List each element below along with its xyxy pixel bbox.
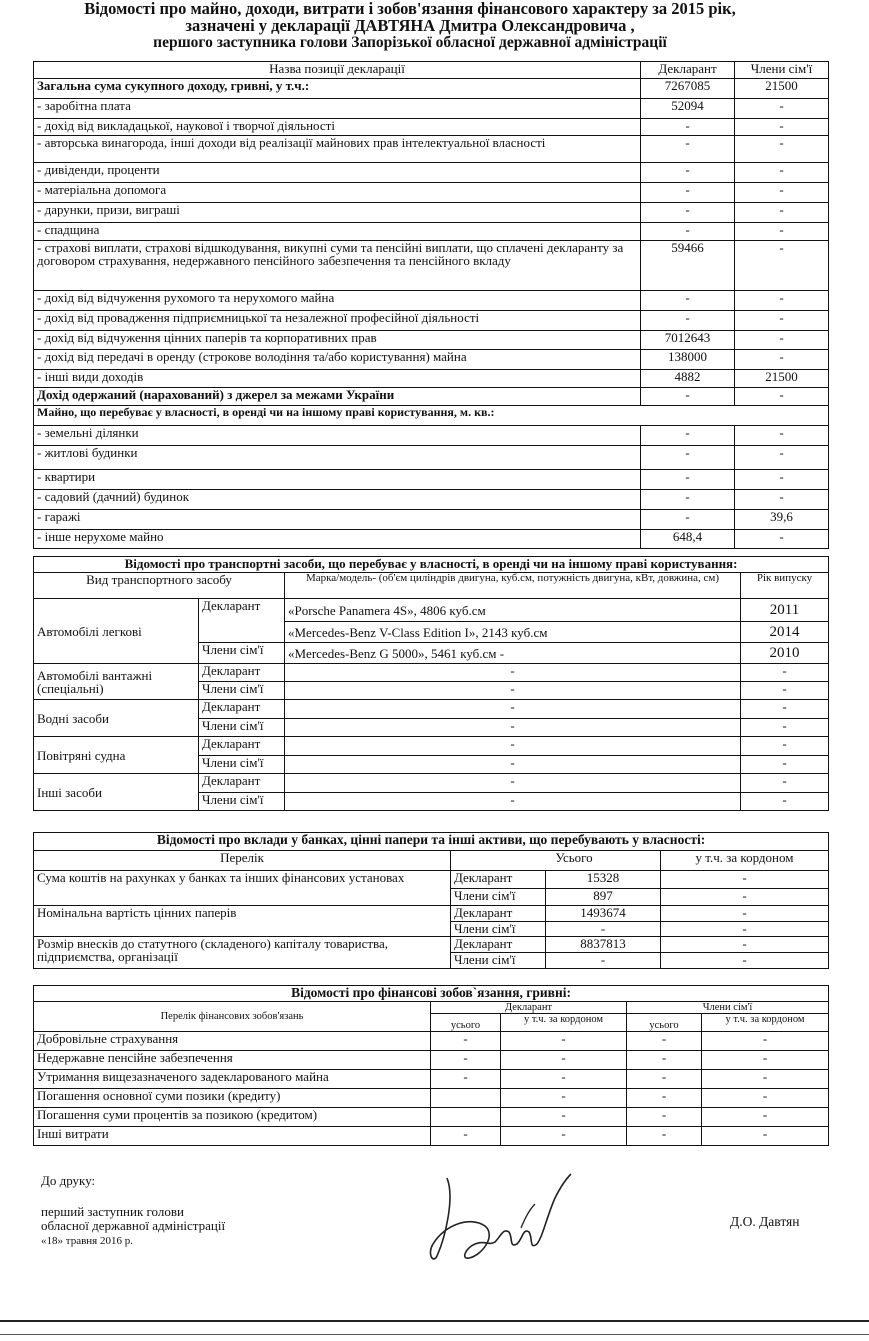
deposit-total: 1493674 [546, 906, 661, 922]
table-row [34, 871, 829, 889]
declarant-label: Декларант [451, 906, 546, 922]
dash-cell: - [285, 719, 741, 737]
obligation-name: Добровільне страхування [34, 1032, 431, 1051]
deposit-name: Розмір внесків до статутного (складеного) капіталу товариства, підприємства, організації [34, 937, 451, 969]
dash-cell: - [741, 682, 829, 700]
row-fam: - [735, 311, 829, 331]
deposit-abroad: - [661, 937, 829, 953]
deposit-abroad: - [661, 871, 829, 889]
deposits-section-title: Відомості про вклади у банках, цінні папери та інші активи, що перебувають у власності: [34, 833, 829, 851]
obligation-value: - [627, 1089, 702, 1108]
table-row [34, 241, 829, 291]
obligation-value: - [501, 1032, 627, 1051]
deposit-name: Сума коштів на рахунках у банках та інших фінансових установах [34, 871, 451, 906]
obligation-name: Утримання вищезазначеного задекларованого майна [34, 1070, 431, 1089]
table-row [34, 664, 829, 682]
row-name: - спадщина [34, 223, 641, 241]
deposit-abroad: - [661, 922, 829, 937]
table-row [34, 291, 829, 311]
row-decl: - [641, 119, 735, 136]
row-decl: - [641, 510, 735, 530]
table-header-row [34, 62, 829, 79]
col-header-abroad: у т.ч. за кордоном [501, 1014, 627, 1032]
car-model: «Mercedes-Benz G 5000», 5461 куб.см - [285, 643, 741, 664]
col-header-family: Члени сім'ї [735, 62, 829, 79]
obligations-table [33, 985, 829, 1146]
table-row [34, 426, 829, 446]
row-name: - матеріальна допомога [34, 183, 641, 203]
table-row [34, 1108, 829, 1127]
table-row [34, 490, 829, 510]
row-fam: - [735, 331, 829, 350]
row-fam: - [735, 291, 829, 311]
dash-cell: - [741, 664, 829, 682]
property-header-row [34, 406, 829, 426]
row-fam: - [735, 470, 829, 490]
row-decl: - [641, 388, 735, 406]
row-name: - гаражі [34, 510, 641, 530]
obligation-value: - [702, 1127, 829, 1146]
table-row [34, 1032, 829, 1051]
row-decl: - [641, 223, 735, 241]
table-row [34, 163, 829, 183]
scan-edge-line [0, 1334, 869, 1335]
col-header-list: Перелік [34, 851, 451, 871]
col-header-year: Рік випуску [741, 573, 829, 599]
row-fam: - [735, 119, 829, 136]
family-label: Члени сім'ї [199, 719, 285, 737]
declarant-label: Декларант [199, 774, 285, 793]
obligation-value: - [627, 1127, 702, 1146]
obligation-name: Погашення основної суми позики (кредиту) [34, 1089, 431, 1108]
type-label: Повітряні судна [34, 737, 199, 774]
obligation-value: - [501, 1051, 627, 1070]
row-name: - садовий (дачний) будинок [34, 490, 641, 510]
obligation-value: - [627, 1108, 702, 1127]
row-decl: - [641, 490, 735, 510]
row-name: - дохід від відчуження рухомого та нерухомого майна [34, 291, 641, 311]
table-row [34, 737, 829, 756]
family-label: Члени сім'ї [451, 953, 546, 969]
table-row [34, 700, 829, 719]
row-fam: - [735, 426, 829, 446]
obligation-value: - [431, 1032, 501, 1051]
section-title-row [34, 833, 829, 851]
col-header-abroad: у т.ч. за кордоном [702, 1014, 829, 1032]
row-name: Дохід одержаний (нарахований) з джерел за межами України [34, 388, 641, 406]
family-label: Члени сім'ї [199, 682, 285, 700]
row-fam: - [735, 223, 829, 241]
col-header-family: Члени сім'ї [627, 1002, 829, 1014]
row-decl: - [641, 311, 735, 331]
col-header-type: Вид транспортного засобу [34, 573, 285, 599]
signer-position-2: обласної державної адміністрації [41, 1218, 226, 1233]
dash-cell: - [741, 737, 829, 756]
row-name: - інші види доходів [34, 370, 641, 388]
row-fam: 21500 [735, 79, 829, 99]
dash-cell: - [741, 700, 829, 719]
row-decl: - [641, 136, 735, 163]
table-row [34, 223, 829, 241]
row-decl: - [641, 446, 735, 470]
obligation-name: Погашення суми процентів за позикою (кредитом) [34, 1108, 431, 1127]
dash-cell: - [741, 793, 829, 811]
row-fam: - [735, 203, 829, 223]
col-header-declarant: Декларант [431, 1002, 627, 1014]
row-fam: - [735, 490, 829, 510]
table-row [34, 530, 829, 549]
obligation-value: - [702, 1070, 829, 1089]
row-fam: 39,6 [735, 510, 829, 530]
table-row [34, 446, 829, 470]
family-label: Члени сім'ї [451, 922, 546, 937]
obligation-value: - [431, 1051, 501, 1070]
table-row [34, 136, 829, 163]
deposit-abroad: - [661, 906, 829, 922]
deposits-table [33, 832, 829, 969]
document-title [10, 0, 810, 51]
row-fam: - [735, 163, 829, 183]
type-label: Автомобілі вантажні (спеціальні) [34, 664, 199, 700]
row-name: - страхові виплати, страхові відшкодування, викупні суми та пенсійні виплати, що сплачені декларанту за договором страхування, недержавного пенсійного забезпечення та пенсійного вкладу [34, 241, 641, 291]
row-name: - дивіденди, проценти [34, 163, 641, 183]
table-row [34, 388, 829, 406]
row-fam: - [735, 183, 829, 203]
table-header-row [34, 573, 829, 599]
obligation-value: - [501, 1108, 627, 1127]
declarant-label: Декларант [451, 871, 546, 889]
dash-cell: - [285, 793, 741, 811]
table-row [34, 99, 829, 119]
obligation-value: - [501, 1127, 627, 1146]
dash-cell: - [741, 774, 829, 793]
row-fam: 21500 [735, 370, 829, 388]
table-row [34, 203, 829, 223]
row-name: - заробітна плата [34, 99, 641, 119]
print-label: До друку: [41, 1173, 96, 1188]
scan-edge-line [0, 1320, 869, 1322]
row-decl: 7012643 [641, 331, 735, 350]
col-header-total: Усього [451, 851, 661, 871]
table-header-row [34, 1002, 829, 1014]
row-fam: - [735, 99, 829, 119]
row-decl: 59466 [641, 241, 735, 291]
row-decl: - [641, 183, 735, 203]
family-label: Члени сім'ї [451, 889, 546, 906]
row-name: Загальна сума сукупного доходу, гривні, у т.ч.: [34, 79, 641, 99]
signer-name: Д.О. Давтян [730, 1214, 800, 1229]
row-decl: 4882 [641, 370, 735, 388]
row-fam: - [735, 446, 829, 470]
title-line-3: першого заступника голови Запорізької обласної державної адміністрації [153, 34, 667, 51]
row-name: - інше нерухоме майно [34, 530, 641, 549]
table-row [34, 1051, 829, 1070]
car-model: «Mercedes-Benz V-Class Edition I», 2143 куб.см [285, 622, 741, 643]
table-row [34, 79, 829, 99]
declarant-label: Декларант [451, 937, 546, 953]
row-decl: 648,4 [641, 530, 735, 549]
row-decl: - [641, 203, 735, 223]
dash-cell: - [741, 756, 829, 774]
table-row [34, 1089, 829, 1108]
signature-image [425, 1158, 585, 1268]
table-row [34, 311, 829, 331]
dash-cell: - [285, 682, 741, 700]
declarant-label: Декларант [199, 737, 285, 756]
table-row [34, 370, 829, 388]
title-line-1: Відомості про майно, доходи, витрати і зобов'язання фінансового характеру за 2015 рік, [84, 0, 736, 18]
table-row [34, 510, 829, 530]
row-fam: - [735, 388, 829, 406]
row-name: - дохід від передачі в оренду (строкове володіння та/або користування) майна [34, 350, 641, 370]
obligation-name: Інші витрати [34, 1127, 431, 1146]
table-row [34, 599, 829, 622]
type-label: Інші засоби [34, 774, 199, 811]
type-label: Водні засоби [34, 700, 199, 737]
signer-position-1: перший заступник голови [41, 1204, 184, 1219]
table-row [34, 470, 829, 490]
deposit-total: 897 [546, 889, 661, 906]
row-decl: 138000 [641, 350, 735, 370]
car-year: 2014 [741, 622, 829, 643]
declarant-label: Декларант [199, 599, 285, 643]
declarant-label: Декларант [199, 700, 285, 719]
table-row [34, 331, 829, 350]
row-name: - житлові будинки [34, 446, 641, 470]
title-line-2: зазначені у декларації ДАВТЯНА Дмитра Олександровича , [185, 16, 635, 35]
car-year: 2010 [741, 643, 829, 664]
section-title-row [34, 557, 829, 573]
col-header-total: усього [627, 1014, 702, 1032]
row-decl: - [641, 291, 735, 311]
obligation-value: - [702, 1089, 829, 1108]
obligation-value: - [431, 1070, 501, 1089]
row-fam: - [735, 136, 829, 163]
obligation-value [431, 1108, 501, 1127]
transport-table [33, 556, 829, 811]
deposit-abroad: - [661, 953, 829, 969]
row-name: - земельні ділянки [34, 426, 641, 446]
row-decl: 52094 [641, 99, 735, 119]
dash-cell: - [285, 664, 741, 682]
family-label: Члени сім'ї [199, 756, 285, 774]
col-header-item: Назва позиції декларації [34, 62, 641, 79]
obligation-value: - [501, 1089, 627, 1108]
obligation-value: - [627, 1032, 702, 1051]
car-year: 2011 [741, 599, 829, 622]
property-header: Майно, що перебуває у власності, в оренді чи на іншому праві користування, м. кв.: [34, 406, 829, 426]
transport-section-title: Відомості про транспортні засоби, що перебуває у власності, в оренді чи на іншому праві користування: [34, 557, 829, 573]
row-fam: - [735, 241, 829, 291]
obligation-value: - [702, 1032, 829, 1051]
table-row [34, 350, 829, 370]
col-header-declarant: Декларант [641, 62, 735, 79]
income-table [33, 61, 829, 549]
table-row [34, 1127, 829, 1146]
table-row [34, 119, 829, 136]
dash-cell: - [285, 700, 741, 719]
deposit-total: 8837813 [546, 937, 661, 953]
obligation-value [431, 1089, 501, 1108]
family-label: Члени сім'ї [199, 643, 285, 664]
col-header-list: Перелік фінансових зобов'язань [34, 1002, 431, 1032]
obligation-value: - [702, 1051, 829, 1070]
family-label: Члени сім'ї [199, 793, 285, 811]
section-title-row [34, 986, 829, 1002]
deposit-abroad: - [661, 889, 829, 906]
table-row [34, 774, 829, 793]
row-decl: - [641, 163, 735, 183]
dash-cell: - [285, 774, 741, 793]
sign-date: «18» травня 2016 р. [41, 1235, 133, 1247]
row-decl: 7267085 [641, 79, 735, 99]
row-name: - дарунки, призи, виграші [34, 203, 641, 223]
row-fam: - [735, 530, 829, 549]
obligation-value: - [627, 1051, 702, 1070]
declarant-label: Декларант [199, 664, 285, 682]
car-model: «Porsche Panamera 4S», 4806 куб.см [285, 599, 741, 622]
cars-label: Автомобілі легкові [34, 599, 199, 664]
dash-cell: - [285, 737, 741, 756]
row-name: - дохід від провадження підприємницької та незалежної професійної діяльності [34, 311, 641, 331]
obligation-value: - [501, 1070, 627, 1089]
row-name: - авторська винагорода, інші доходи від реалізації майнових прав інтелектуальної власності [34, 136, 641, 163]
obligation-value: - [431, 1127, 501, 1146]
row-name: - дохід від відчуження цінних паперів та корпоративних прав [34, 331, 641, 350]
deposit-total: - [546, 922, 661, 937]
row-decl: - [641, 426, 735, 446]
row-name: - дохід від викладацької, наукової і творчої діяльності [34, 119, 641, 136]
deposit-name: Номінальна вартість цінних паперів [34, 906, 451, 937]
obligations-section-title: Відомості про фінансові зобов`язання, гривні: [34, 986, 829, 1002]
deposit-total: - [546, 953, 661, 969]
col-header-total: усього [431, 1014, 501, 1032]
dash-cell: - [285, 756, 741, 774]
table-row [34, 1070, 829, 1089]
deposit-total: 15328 [546, 871, 661, 889]
row-fam: - [735, 350, 829, 370]
obligation-value: - [702, 1108, 829, 1127]
obligation-name: Недержавне пенсійне забезпечення [34, 1051, 431, 1070]
table-row [34, 937, 829, 953]
table-header-row [34, 851, 829, 871]
col-header-abroad: у т.ч. за кордоном [661, 851, 829, 871]
dash-cell: - [741, 719, 829, 737]
row-decl: - [641, 470, 735, 490]
table-row [34, 906, 829, 922]
col-header-model: Марка/модель- (об'єм циліндрів двигуна, куб.см, потужність двигуна, кВт, довжина, см) [285, 573, 741, 599]
table-row [34, 183, 829, 203]
row-name: - квартири [34, 470, 641, 490]
obligation-value: - [627, 1070, 702, 1089]
